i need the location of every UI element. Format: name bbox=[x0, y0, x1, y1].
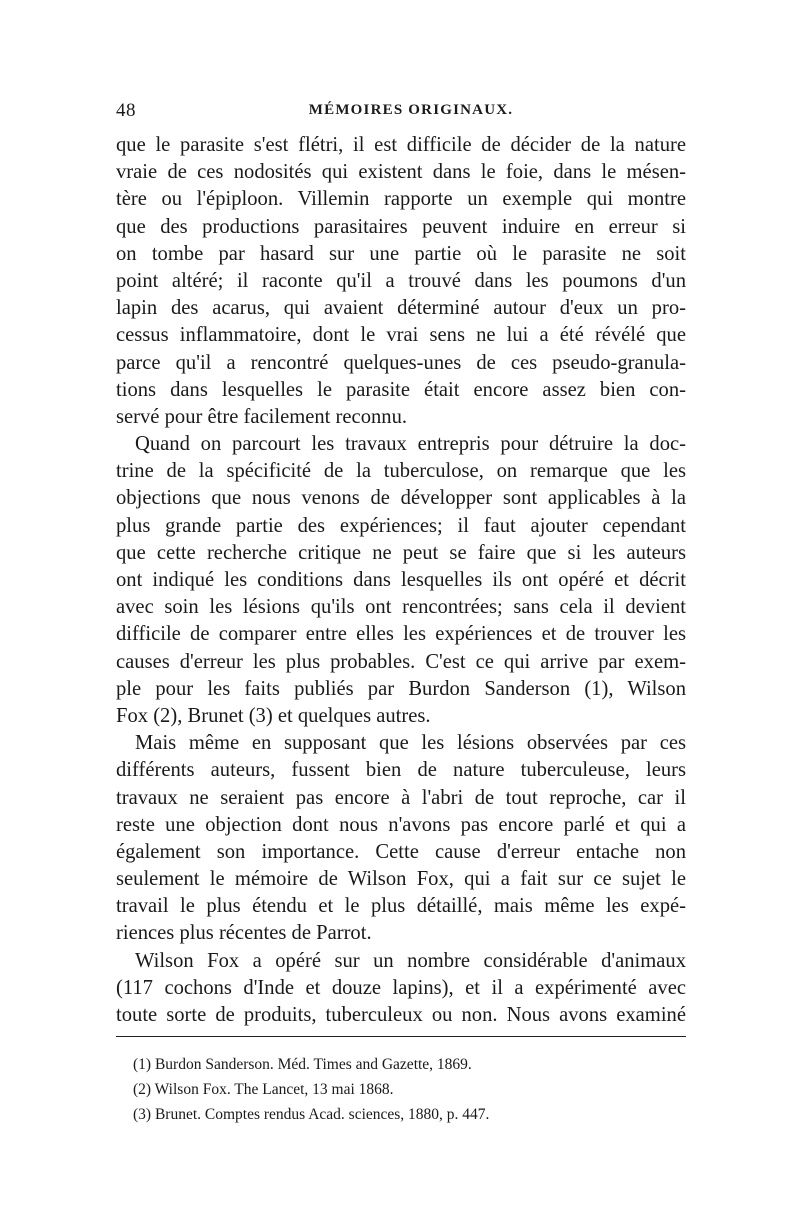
text-line: tions dans lesquelles le parasite était encore assez bien con- bbox=[116, 378, 686, 401]
text-line: riences plus récentes de Parrot. bbox=[116, 922, 372, 945]
text-line: que le parasite s'est flétri, il est difficile de décider de la nature bbox=[116, 134, 686, 156]
footnote-divider bbox=[116, 1036, 686, 1037]
text-line: vraie de ces nodosités qui existent dans le foie, dans le mésen- bbox=[116, 161, 686, 184]
text-line: que cette recherche critique ne peut se faire que si les auteurs bbox=[116, 541, 686, 564]
text-line: parce qu'il a rencontré quelques-unes de ces pseudo-granula- bbox=[116, 351, 686, 374]
body-text bbox=[116, 132, 686, 1029]
footnotes bbox=[133, 1052, 686, 1127]
running-title: MÉMOIRES ORIGINAUX. bbox=[308, 102, 514, 118]
text-line: tère ou l'épiploon. Villemin rapporte un exemple qui montre bbox=[116, 188, 686, 211]
page-number: 48 bbox=[116, 100, 136, 121]
text-line: que des productions parasitaires peuvent induire en erreur si bbox=[116, 215, 686, 238]
footnote: (2) Wilson Fox. The Lancet, 13 mai 1868. bbox=[133, 1081, 394, 1098]
text-line: Quand on parcourt les travaux entrepris pour détruire la doc- bbox=[135, 433, 686, 456]
text-line: causes d'erreur les plus probables. C'est ce qui arrive par exem- bbox=[116, 650, 686, 673]
text-line: cessus inflammatoire, dont le vrai sens ne lui a été révélé que bbox=[116, 324, 686, 347]
text-line: point altéré; il raconte qu'il a trouvé dans les poumons d'un bbox=[116, 269, 686, 292]
text-line: ont indiqué les conditions dans lesquelles ils ont opéré et décrit bbox=[116, 569, 686, 591]
text-line: travail le plus étendu et le plus détaillé, mais même les expé- bbox=[116, 895, 686, 918]
text-line: travaux ne seraient pas encore à l'abri de tout reproche, car il bbox=[116, 786, 686, 809]
text-line: servé pour être facilement reconnu. bbox=[116, 405, 408, 428]
text-line: objections que nous venons de développer sont applicables à la bbox=[116, 487, 686, 510]
page-header bbox=[116, 100, 686, 126]
text-line: (117 cochons d'Inde et douze lapins), et il a expérimenté avec bbox=[116, 976, 686, 999]
text-line: également son importance. Cette cause d'erreur entache non bbox=[116, 840, 686, 863]
text-line: seulement le mémoire de Wilson Fox, qui a fait sur ce sujet le bbox=[116, 868, 686, 891]
text-line: lapin des acarus, qui avaient déterminé autour d'eux un pro- bbox=[116, 297, 686, 320]
text-line: avec soin les lésions qu'ils ont rencontrées; sans cela il devient bbox=[116, 596, 686, 619]
text-line: différents auteurs, fussent bien de nature tuberculeuse, leurs bbox=[116, 759, 686, 782]
text-line: plus grande partie des expériences; il faut ajouter cependant bbox=[116, 514, 686, 537]
text-line: Fox (2), Brunet (3) et quelques autres. bbox=[116, 704, 431, 727]
text-line: toute sorte de produits, tuberculeux ou non. Nous avons examiné bbox=[116, 1004, 686, 1026]
text-line: reste une objection dont nous n'avons pas encore parlé et qui a bbox=[116, 813, 686, 836]
text-line: ple pour les faits publiés par Burdon Sanderson (1), Wilson bbox=[116, 677, 686, 700]
footnote: (3) Brunet. Comptes rendus Acad. sciences, 1880, p. 447. bbox=[133, 1106, 490, 1123]
text-line: on tombe par hasard sur une partie où le parasite ne soit bbox=[116, 242, 686, 265]
footnote: (1) Burdon Sanderson. Méd. Times and Gazette, 1869. bbox=[133, 1056, 472, 1073]
text-line: Mais même en supposant que les lésions observées par ces bbox=[135, 732, 686, 755]
text-line: difficile de comparer entre elles les expériences et de trouver les bbox=[116, 623, 686, 646]
text-line: Wilson Fox a opéré sur un nombre considérable d'animaux bbox=[135, 949, 686, 972]
text-line: trine de la spécificité de la tuberculose, on remarque que les bbox=[116, 460, 686, 483]
